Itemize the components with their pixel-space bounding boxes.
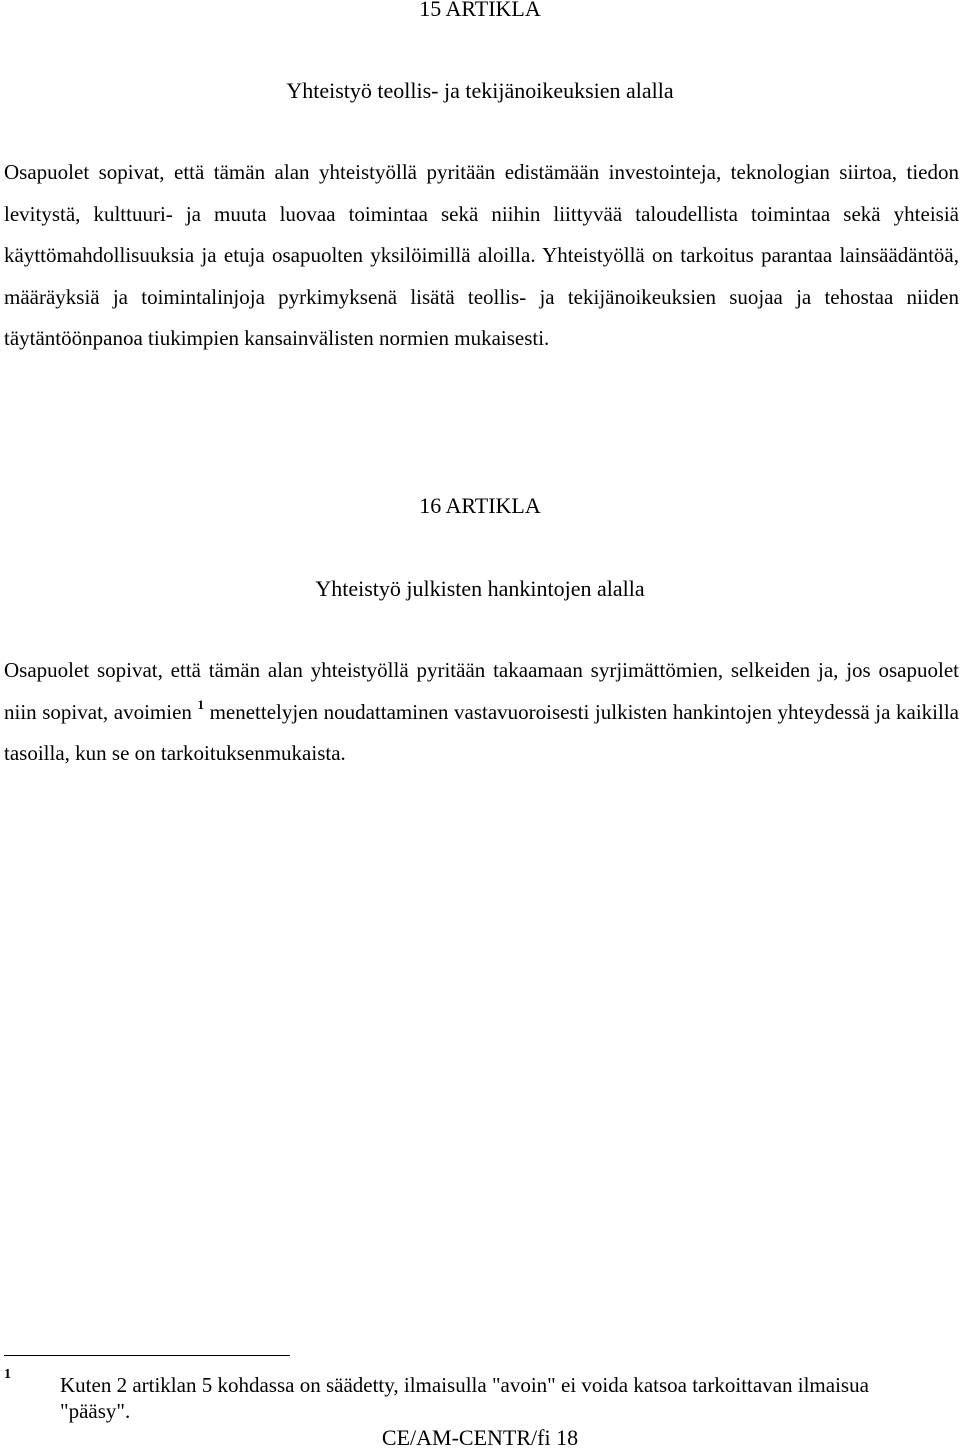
article-16-body-start: Osapuolet sopivat, että tämän alan yhteistyöllä pyritään takaamaan syrjimättömien, selkeiden ja, jos osapuolet niin sopivat, avoimien — [4, 658, 959, 724]
document-code-footer: CE/AM-CENTR/fi 18 — [381, 1425, 579, 1450]
article-16-body — [4, 650, 959, 775]
article-15-title: Yhteistyö teollis- ja tekijänoikeuksien alalla — [286, 78, 674, 103]
article-15-body: Osapuolet sopivat, että tämän alan yhteistyöllä pyritään edistämään investointeja, teknologian siirtoa, tiedon levitystä, kulttuuri- ja muuta luovaa toimintaa sekä niihin liittyvää taloudellista toimintaa sekä yhteisiä käyttömahdollisuuksia ja etuja osapuolten yksilöimillä aloilla. Yhteistyöllä on tarkoitus parantaa lainsäädäntöä, määräyksiä ja toimintalinjoja pyrkimyksenä lisätä teollis- ja tekijänoikeuksien suojaa ja tehostaa niiden täytäntöönpanoa tiukimpien kansainvälisten normien mukaisesti. — [4, 160, 959, 351]
footnote-reference: 1 — [197, 696, 204, 712]
article-16-body-end: menettelyjen noudattaminen vastavuoroisesti julkisten hankintojen yhteydessä ja kaikilla tasoilla, kun se on tarkoituksenmukaista. — [4, 699, 960, 766]
article-16-number: 16 ARTIKLA — [419, 493, 541, 518]
footnote-text: Kuten 2 artiklan 5 kohdassa on säädetty, ilmaisulla "avoin" ei voida katsoa tarkoittavan ilmaisua "pääsy". — [60, 1373, 869, 1423]
footnote-mark: 1 — [4, 1367, 11, 1382]
article-16-title: Yhteistyö julkisten hankintojen alalla — [315, 576, 645, 601]
footnote-separator — [4, 1355, 290, 1356]
article-15-number: 15 ARTIKLA — [419, 0, 541, 21]
